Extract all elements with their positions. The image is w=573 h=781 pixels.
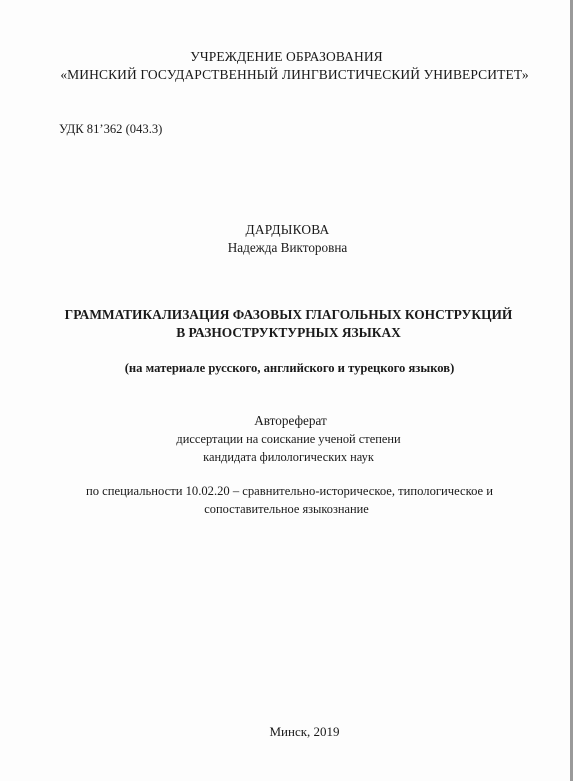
- work-type-line-3: кандидата филологических наук: [203, 450, 374, 464]
- udc-code: УДК 81’362 (043.3): [59, 122, 163, 136]
- specialty-line-2: сопоставительное языкознание: [204, 502, 369, 516]
- work-type-line-2: диссертации на соискание ученой степени: [176, 432, 401, 446]
- place-year: Минск, 2019: [269, 724, 340, 739]
- title-subtitle: (на материале русского, английского и турецкого языков): [124, 361, 455, 375]
- institution-line-1: УЧРЕЖДЕНИЕ ОБРАЗОВАНИЯ: [190, 49, 383, 64]
- work-type-line-1: Автореферат: [254, 413, 327, 428]
- institution-line-2: «МИНСКИЙ ГОСУДАРСТВЕННЫЙ ЛИНГВИСТИЧЕСКИЙ УНИВЕРСИТЕТ»: [60, 67, 529, 82]
- author-surname: ДАРДЫКОВА: [245, 222, 330, 237]
- title-line-2: В РАЗНОСТРУКТУРНЫХ ЯЗЫКАХ: [176, 325, 401, 340]
- author-given-names: Надежда Викторовна: [227, 240, 348, 255]
- specialty-line-1: по специальности 10.02.20 – сравнительно-историческое, типологическое и: [85, 484, 494, 498]
- title-line-1: ГРАММАТИКАЛИЗАЦИЯ ФАЗОВЫХ ГЛАГОЛЬНЫХ КОНСТРУКЦИЙ: [64, 307, 513, 322]
